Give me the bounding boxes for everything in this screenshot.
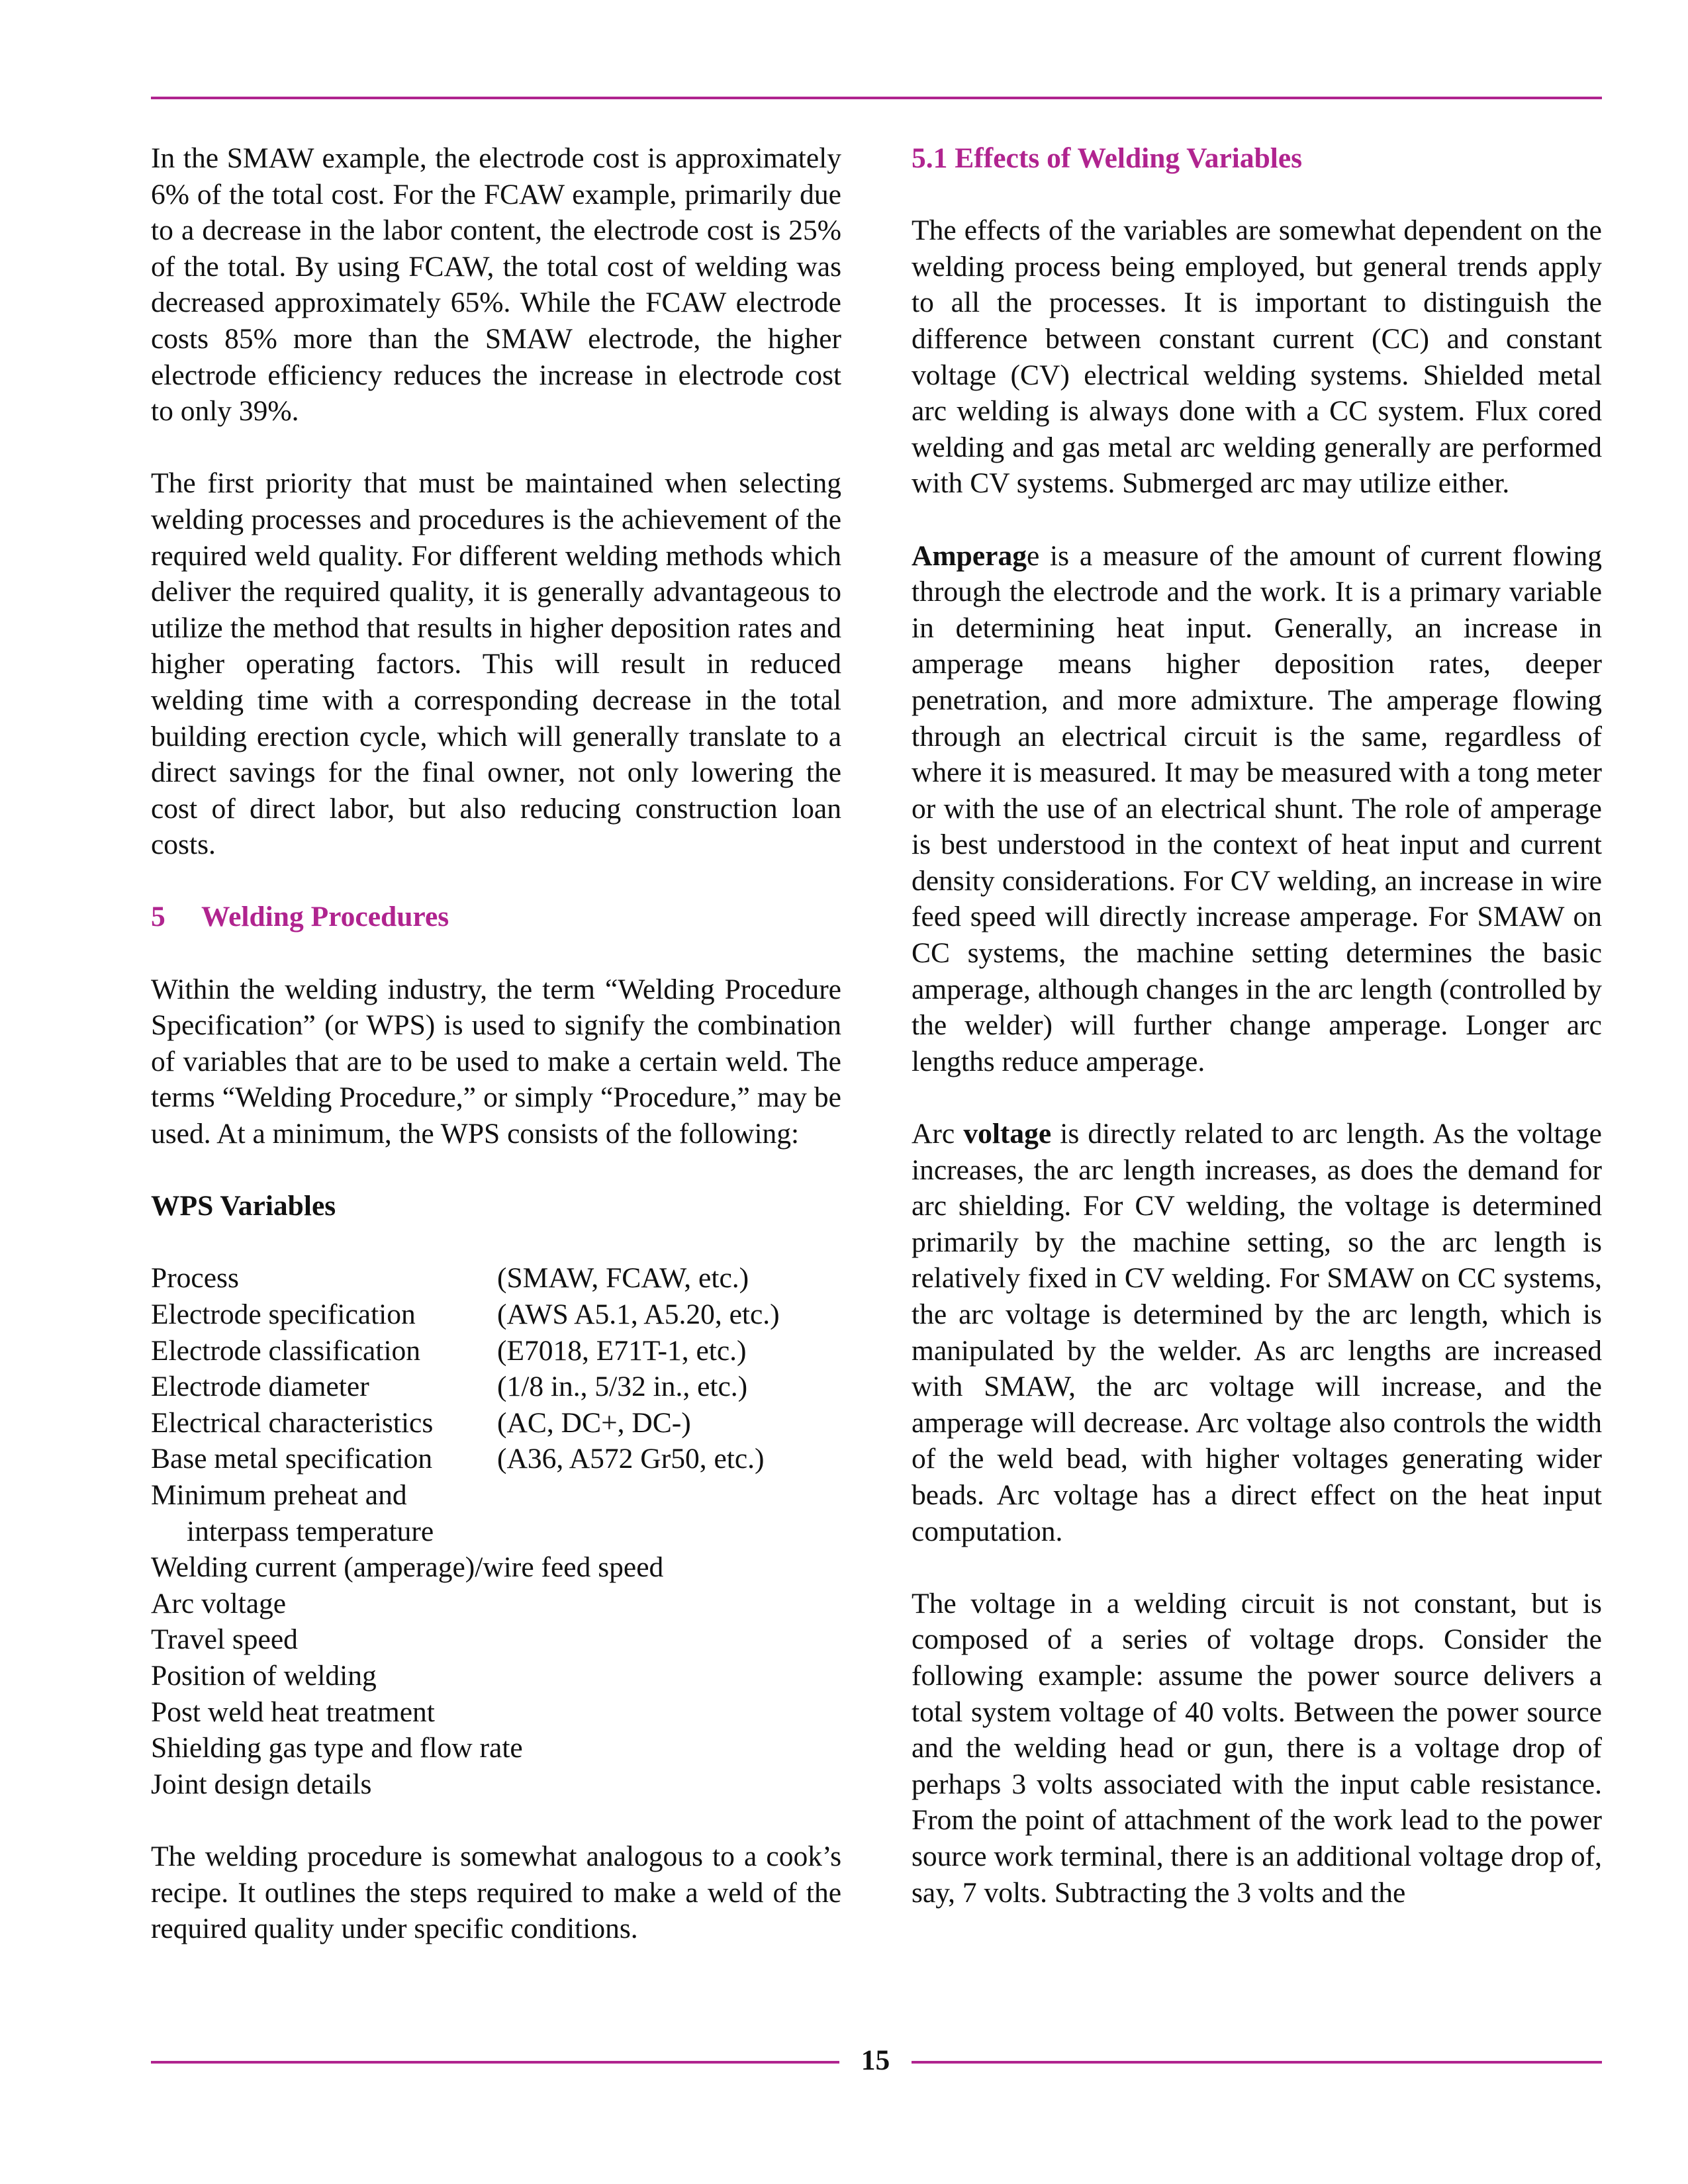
wps-item: Arc voltage <box>151 1587 287 1619</box>
right-column <box>912 140 1602 1947</box>
section-number: 5 <box>151 901 165 933</box>
wps-item: Post weld heat treatment <box>151 1696 435 1728</box>
paragraph-arc-voltage <box>912 1116 1602 1549</box>
page-number: 15 <box>861 2044 890 2076</box>
wps-variables-heading: WPS Variables <box>151 1190 336 1222</box>
section-heading-welding-procedures <box>151 899 841 935</box>
wps-item: Electrode specification (AWS A5.1, A5.20, etc.) <box>151 1298 780 1330</box>
wps-item: Minimum preheat and <box>151 1479 407 1511</box>
paragraph-recipe-analogy: The welding procedure is somewhat analogous to a cook’s recipe. It outlines the steps required to make a weld of the required quality under specific conditions. <box>151 1840 841 1945</box>
paragraph-variables-intro: The effects of the variables are somewhat dependent on the welding process being employed, but general trends apply to all the processes. It is important to distinguish the difference between constant current (CC) and constant voltage (CV) electrical welding systems. Shielded metal arc welding is always done with a CC system. Flux cored welding and gas metal arc welding generally are performed with CV systems. Submerged arc may utilize either. <box>912 214 1602 500</box>
voltage-term: voltage <box>963 1118 1052 1150</box>
paragraph-wps-definition: Within the welding industry, the term “Welding Procedure Specification” (or WPS) is used to signify the combination of variables that are to be used to make a certain weld. The terms “Welding Procedure,” or simply “Procedure,” may be used. At a minimum, the WPS consists of the following: <box>151 973 841 1150</box>
wps-item: Electrode diameter (1/8 in., 5/32 in., etc.) <box>151 1371 748 1403</box>
wps-variables-list <box>151 1260 841 1802</box>
wps-item: Electrical characteristics (AC, DC+, DC-) <box>151 1406 691 1439</box>
wps-item: Position of welding <box>151 1659 377 1692</box>
paragraph-cost-comparison: In the SMAW example, the electrode cost is approximately 6% of the total cost. For the FCAW example, primarily due to a decrease in the labor content, the electrode cost is 25% of the total. By using FCAW, the total cost of welding was decreased approximately 65%. While the FCAW electrode costs 85% more than the SMAW electrode, the higher electrode efficiency reduces the increase in electrode cost to only 39%. <box>151 142 841 428</box>
amperage-text: e is a measure of the amount of current flowing through the electrode and the work. It is a primary variable in determining heat input. Generally, an increase in amperage means higher deposition rates, deeper penetration, and more admixture. The amperage flowing through an electrical circuit is the same, regardless of where it is measured. It may be measured with a tong meter or with the use of an electrical shunt. The role of amperage is best understood in the context of heat input and current density considerations. For CV welding, an increase in wire feed speed will directly increase amperage. For SMAW on CC systems, the machine setting determines the basic amperage, although changes in the arc length (controlled by the welder) will further change amperage. Longer arc lengths reduce amperage. <box>912 539 1602 1077</box>
paragraph-amperage <box>912 538 1602 1080</box>
footer-rule-left <box>151 2061 839 2064</box>
wps-item: interpass temperature <box>187 1515 434 1547</box>
section-title: Welding Procedures <box>201 901 449 933</box>
footer-rule-right <box>912 2061 1602 2064</box>
left-column <box>151 140 841 1983</box>
wps-item: Process (SMAW, FCAW, etc.) <box>151 1262 749 1295</box>
paragraph-voltage-drops: The voltage in a welding circuit is not constant, but is composed of a series of voltage drops. Consider the following example: assume the power source delivers a total system voltage of 40 volts. Between the power source and the welding head or gun, there is a voltage drop of perhaps 3 volts associated with the input cable resistance. From the point of attachment of the work lead to the power source work terminal, there is an additional voltage drop of, say, 7 volts. Subtracting the 3 volts and the <box>912 1587 1602 1909</box>
paragraph-priority: The first priority that must be maintained when selecting welding processes and procedures is the achievement of the required weld quality. For different welding methods which deliver the required quality, it is generally advantageous to utilize the method that results in higher deposition rates and higher operating factors. This will result in reduced welding time with a corresponding decrease in the total building erection cycle, which will generally translate to a direct savings for the final owner, not only lowering the cost of direct labor, but also reducing construction loan costs. <box>151 467 841 861</box>
wps-item: Shielding gas type and flow rate <box>151 1732 523 1764</box>
wps-item: Base metal specification (A36, A572 Gr50, etc.) <box>151 1443 765 1475</box>
wps-item: Electrode classification (E7018, E71T-1, etc.) <box>151 1334 747 1367</box>
amperage-term: Amperag <box>912 539 1027 572</box>
wps-item: Welding current (amperage)/wire feed speed <box>151 1551 664 1584</box>
voltage-prefix: Arc <box>912 1118 964 1150</box>
header-rule <box>151 97 1602 99</box>
wps-item: Travel speed <box>151 1623 298 1656</box>
voltage-text: is directly related to arc length. As the voltage increases, the arc length increases, as does the demand for arc shielding. For CV welding, the voltage is determined primarily by the machine setting, so the arc length is relatively fixed in CV welding. For SMAW on CC systems, the arc voltage is determined by the arc length, which is manipulated by the welder. As arc lengths are increased with SMAW, the arc voltage will increase, and the amperage will decrease. Arc voltage also controls the width of the weld bead, with higher voltages generating wider beads. Arc voltage has a direct effect on the heat input computation. <box>912 1118 1602 1547</box>
section-heading-effects-of-welding-variables: 5.1 Effects of Welding Variables <box>912 142 1303 174</box>
wps-item: Joint design details <box>151 1768 372 1800</box>
